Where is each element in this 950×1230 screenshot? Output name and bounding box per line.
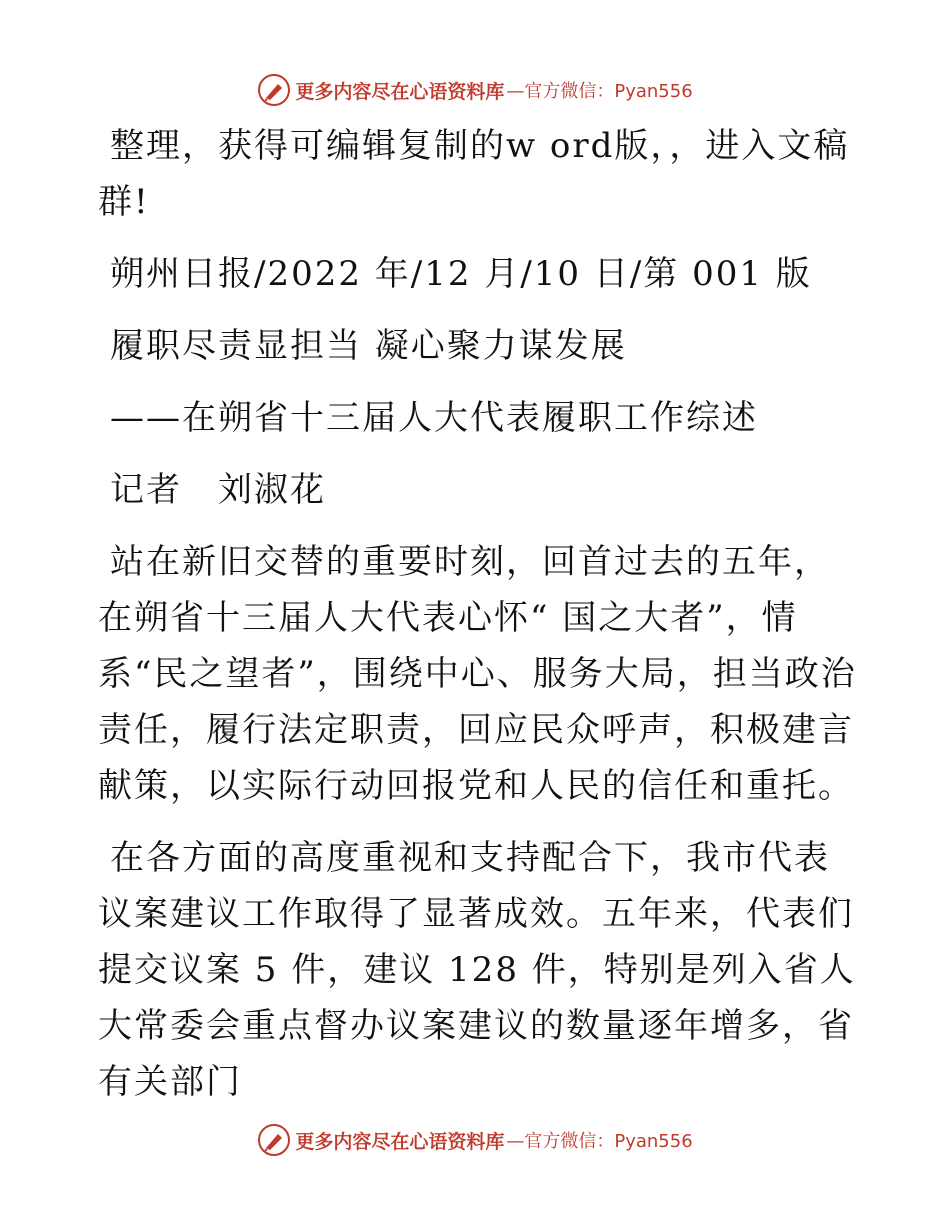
byline: 记者 刘淑花 xyxy=(110,470,326,510)
source-line: 朔州日报/2022 年/12 月/10 日/第 001 版 xyxy=(110,254,812,294)
watermark-contact: —官方微信：Pyan556 xyxy=(506,81,693,102)
headline: 履职尽责显担当 凝心聚力谋发展 xyxy=(110,326,627,366)
watermark-footer xyxy=(0,1120,950,1160)
watermark-tagline: 更多内容尽在心语资料库 xyxy=(295,80,505,103)
pen-logo-icon xyxy=(257,1123,291,1157)
paragraph-1: 站在新旧交替的重要时刻，回首过去的五年，在朔省十三届人大代表心怀“ 国之大者”，情系“民之望者”，围绕中心、服务大局，担当政治责任，履行法定职责，回应民众呼声，积极建言献策，以实际行动回报党和人民的信任和重托。 xyxy=(98,542,857,806)
watermark-tagline: 更多内容尽在心语资料库 xyxy=(295,1130,505,1153)
pen-logo-icon xyxy=(257,73,291,107)
watermark-contact: —官方微信：Pyan556 xyxy=(506,1131,693,1152)
intro-text: 整理，获得可编辑复制的w ord版，，进入文稿群! xyxy=(98,126,850,222)
paragraph-2: 在各方面的高度重视和支持配合下，我市代表议案建议工作取得了显著成效。五年来，代表们提交议案 5 件，建议 128 件，特别是列入省人大常委会重点督办议案建议的数量逐年增多，省有关部门 xyxy=(98,838,856,1102)
subheadline: ——在朔省十三届人大代表履职工作综述 xyxy=(110,398,758,438)
document-body xyxy=(98,118,858,1110)
watermark-header xyxy=(0,70,950,110)
